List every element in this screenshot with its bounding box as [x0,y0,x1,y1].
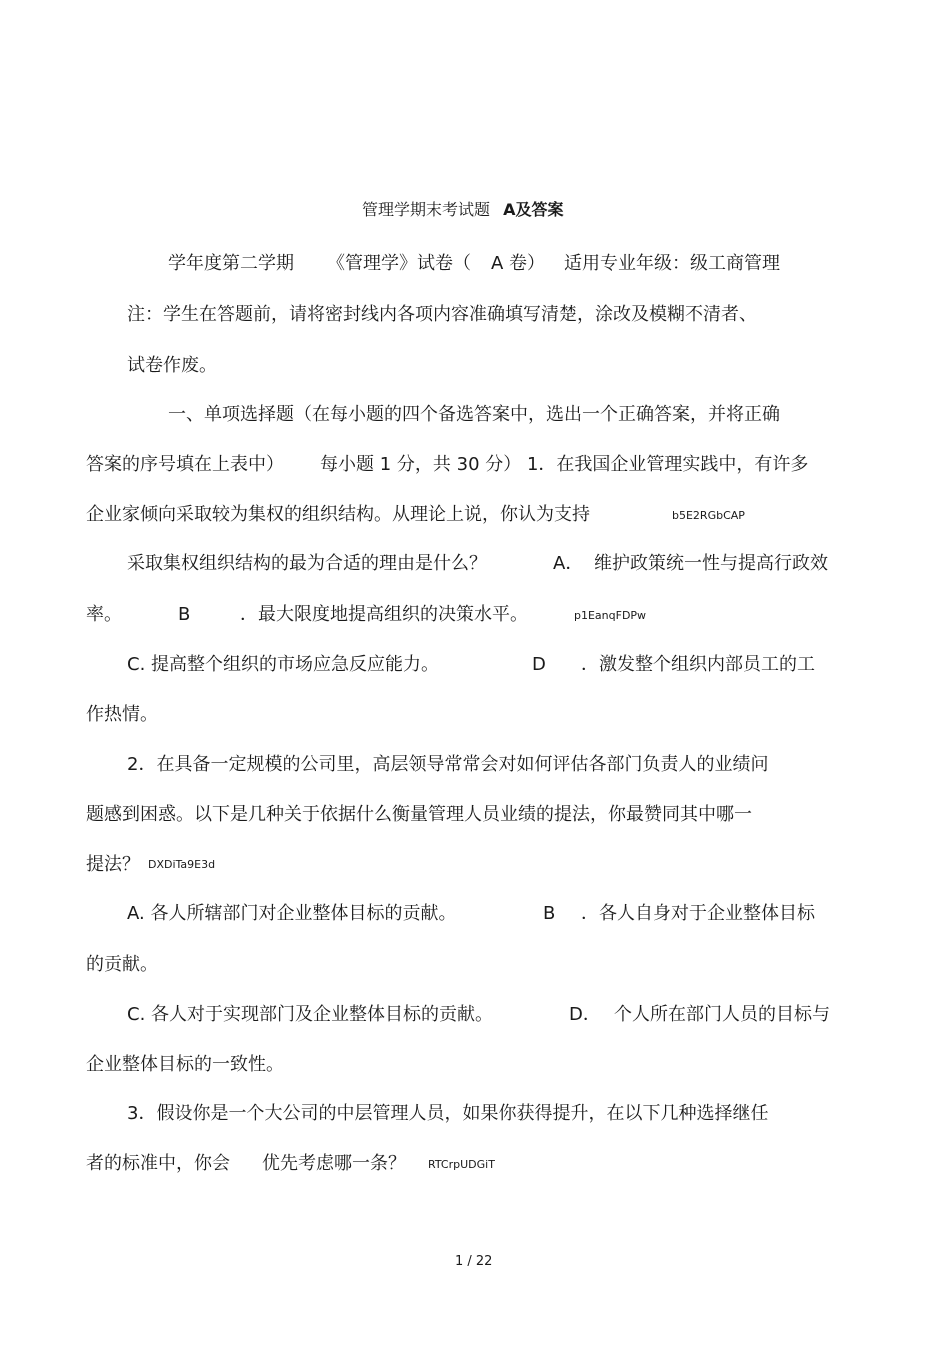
q1-option-a-cont: 率。 [86,604,122,625]
q2-line-1: 2．在具备一定规模的公司里，高层领导常常会对如何评估各部门负责人的业绩问 [127,754,769,775]
q2-option-a: A. 各人所辖部门对企业整体目标的贡献。 [127,903,457,924]
q2-option-b-cont: 的贡献。 [86,954,158,975]
note-line-1: 注：学生在答题前，请将密封线内各项内容准确填写清楚，涂改及模糊不清者、 [127,304,757,325]
code-label: p1EanqFDPw [574,609,647,622]
code-label: DXDiTa9E3d [148,858,216,871]
q1-option-c: C. 提高整个组织的市场应急反应能力。 [127,654,440,675]
q1-option-a: 维护政策统一性与提高行政效 [594,553,828,574]
q2-option-d-cont: 企业整体目标的一致性。 [86,1054,284,1075]
page-number: 1 / 22 [455,1254,493,1269]
q1-option-a-letter: A． [553,553,584,574]
q3-line-1: 3．假设你是一个大公司的中层管理人员，如果你获得提升，在以下几种选择继任 [127,1103,769,1124]
q3-line-2b: 优先考虑哪一条？ [262,1153,406,1174]
q1-option-b: ．最大限度地提高组织的决策水平。 [240,604,528,625]
doc-title [362,198,564,222]
section1-line-3: 企业家倾向采取较为集权的组织结构。从理论上说，你认为支持 [86,504,590,525]
title-suffix: A及答案 [503,200,564,219]
section1-line-1: 一、单项选择题（在每小题的四个备选答案中，选出一个正确答案，并将正确 [168,404,780,425]
q1-option-b-letter: B [178,604,191,625]
q2-option-b-letter: B [543,903,556,924]
code-label: b5E2RGbCAP [672,509,745,522]
q1-option-d-cont: 作热情。 [86,704,158,725]
note-line-2: 试卷作废。 [127,355,217,376]
q2-line-3: 提法？ [86,854,140,875]
title-text: 管理学期末考试题 [362,200,491,219]
q2-option-d: 个人所在部门人员的目标与 [614,1004,830,1025]
q2-option-c: C. 各人对于实现部门及企业整体目标的贡献。 [127,1004,494,1025]
q2-option-d-letter: D． [569,1004,601,1025]
q3-line-2a: 者的标准中，你会 [86,1153,230,1174]
section1-line-2b: 每小题 1 分，共 30 分） 1．在我国企业管理实践中，有许多 [320,454,809,475]
q1-option-d-letter: D [532,654,546,675]
subtitle-paper: 《管理学》试卷（ [327,253,471,274]
q1-option-d: ．激发整个组织内部员工的工 [581,654,815,675]
code-label: RTCrpUDGiT [428,1158,495,1171]
q2-option-b: ．各人自身对于企业整体目标 [581,903,815,924]
q2-line-2: 题感到困惑。以下是几种关于依据什么衡量管理人员业绩的提法，你最赞同其中哪一 [86,804,752,825]
subtitle-term: 学年度第二学期 [168,253,294,274]
q1-stem-end: 采取集权组织结构的最为合适的理由是什么？ [127,553,487,574]
subtitle-major: 适用专业年级：级工商管理 [564,253,780,274]
subtitle-paper-type: A 卷） [491,253,546,274]
section1-line-2a: 答案的序号填在上表中） [86,454,284,475]
